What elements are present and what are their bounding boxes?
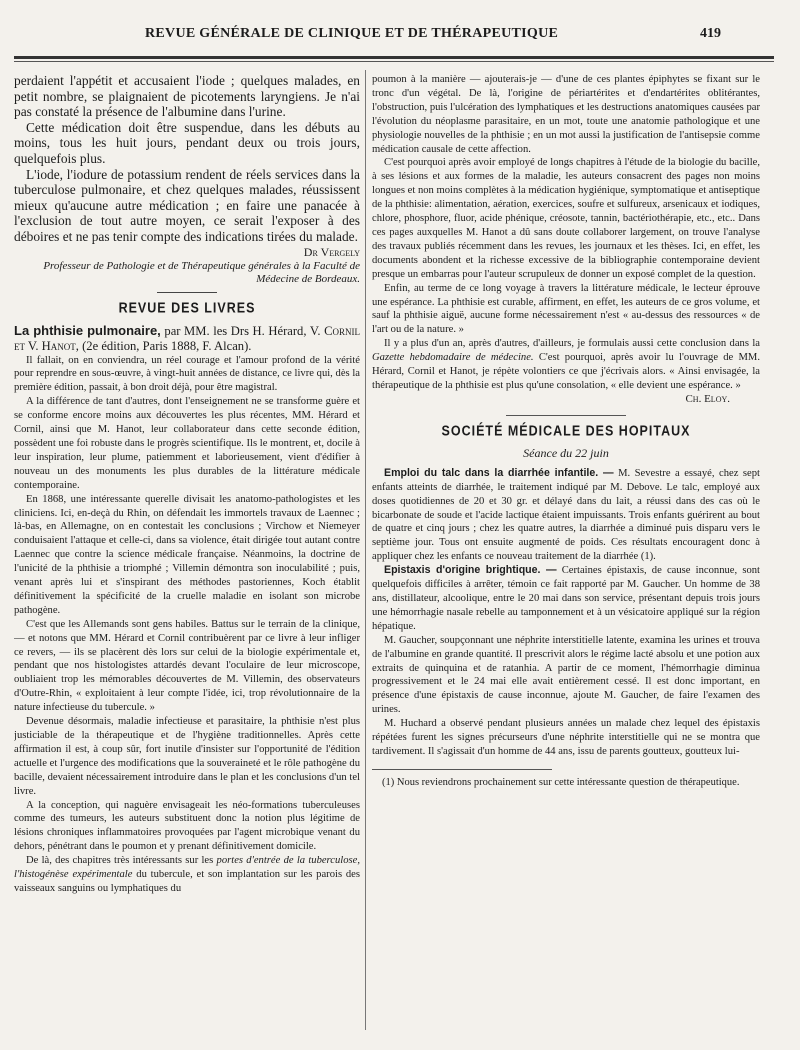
item-epistaxis xyxy=(372,564,760,634)
review-paragraph: Il fallait, on en conviendra, un réel courage et l'amour profond de la vérité pour reprendre en sous-œuvre, à vingt-huit années de distance, ce livre qui, dès la première édition, passait, à bon droit déjà, pour être magistral. xyxy=(14,354,360,394)
review-paragraph: A la différence de tant d'autres, dont l'enseignement ne se transforme guère et se conforme encore moins aux découvertes les plus récentes, MM. Hérard et Cornil, ainsi que M. Hanot, leur collaborateur dans cette seconde édition, possèdent une foi robuste dans le progrès scientifique. Ils le montrent, et, docile à leur inspiration, leur plume, patiemment et laborieusement, vient d'édifier à nouveau un des monuments les plus durables de la littérature médicale contemporaine. xyxy=(14,396,360,491)
item-text: Certaines épistaxis, de cause inconnue, sont quelquefois difficiles à arrêter, témoin ce fait rapporté par M. Gaucher. Un homme de 38 ans, distillateur, alcoolique, entre le 20 mai dans son service, présentant depuis trois jours une hémorrhagie nasale rebelle au tamponnement et à un vésicatoire appliqué sur la région hépatique. xyxy=(372,565,760,632)
footnote: (1) Nous reviendrons prochainement sur cette intéressante question de thérapeutique. xyxy=(382,776,740,788)
item-text: M. Sevestre a essayé, chez sept enfants atteints de diarrhée, le traitement indiqué par M. Debove. Le talc, employé aux doses quotidiennes de 20 et 30 gr. et délayé dans du lait, a réussi dans des cas où le bicarbonate de soude et l'acide lactique étaient impuissants. Trois enfants guérirent au bout de quatre et cinq jours ; chez les quatre autres, la diarrhée a diminué puis disparu vers le septième jour. Tous ont ensuite augmenté de poids. Ces résultats encouragent donc à appliquer chez les enfants ce nouveau traitement de la diarrhée (1). xyxy=(372,467,760,563)
text-run: C'est pourquoi, après avoir lu l'ouvrage de MM. Hérard, Cornil et Hanot, je répète volontiers ce que j'écrivais alors. « Ainsi envisagée, la thérapeutique de la phthisie est plus qu'une consolation, « elle devient une espérance. » xyxy=(372,352,760,391)
review-book-title: La phthisie pulmonaire, xyxy=(14,322,161,338)
review-paragraph: C'est que les Allemands sont gens habiles. Battus sur le terrain de la clinique, — et notons que MM. Hérard et Cornil contribuèrent par ce livre à leur infliger ce revers, — ils se placèrent dès lors sur celui de la biologie expérimentale et, pendant que nos histologistes attardés devant l'oculaire de leur microscope, oubliaient trop les mémorables découvertes de M. Villemin, des observateurs d'Outre-Rhin, « exploitaient à leur compte l'idée, ici, trop révolutionnaire de la nature infectieuse du tubercule. » xyxy=(14,618,360,714)
continuation-paragraph: L'iode, l'iodure de potassium rendent de réels services dans la tuberculose pulmonaire, et chez quelques malades, réussissent mieux qu'aucune autre médication ; en faire une panacée à l'exclusion de tout autre moyen, ce serait l'exposer à des déboires et ne pas tenir compte des indications tirées du malade. xyxy=(14,166,360,244)
item-heading: Emploi du talc dans la diarrhée infantile. — xyxy=(384,466,614,479)
continuation-paragraph: perdaient l'appétit et accusaient l'iode ; quelques malades, en petit nombre, se plaignaient de picotements laryngiens. Je n'ai pas constaté la présence de l'albumine dans l'urine. xyxy=(14,73,360,120)
running-title: REVUE GÉNÉRALE DE CLINIQUE ET DE THÉRAPEUTIQUE xyxy=(145,26,559,41)
text-run: De là, des chapitres très intéressants sur les xyxy=(26,855,214,867)
review-signature: Ch. Eloy. xyxy=(685,392,730,405)
section-title-society: SOCIÉTÉ MÉDICALE DES HOPITAUX xyxy=(441,422,691,439)
item-talc xyxy=(372,467,760,564)
review-paragraph: En 1868, une intéressante querelle divisait les anatomo-pathologistes et les cliniciens. Ici, en-deçà du Rhin, on défendait les immortels travaux de Laennec ; là-bas, en Allemagne, on en contestait les conclusions ; Virchow et Niemeyer conduisaient l'attaque et celle-ci, dans sa violence, était dirigée tout autant contre Laennec que contre la science médicale française. Néanmoins, la doctrine de l'unicité de la phthisie a triomphé ; Villemin démontra son inoculabilité ; puis, venant après lui et s'inspirant des méthodes pastoriennes, Koch établit définitivement la spécificité de la cruelle maladie en isolant son microbe pathogène. xyxy=(14,493,360,616)
review-paragraph: Enfin, au terme de ce long voyage à travers la littérature médicale, le lecteur éprouve une espérance. La phthisie est curable, affirment, en effet, les auteurs de ce gros volume, et sauf la phthisie aiguë, aucune forme nécessairement n'est « au-dessus des ressources « de l'art ou de la nature. » xyxy=(372,282,760,336)
review-authors: par MM. les Drs H. Hérard, V. xyxy=(164,323,321,338)
review-authors-cont: Cornil et V. Hanot, xyxy=(14,323,360,353)
review-edition: (2e édition, Paris 1888, F. Alcan). xyxy=(82,338,252,353)
review-paragraph xyxy=(372,337,760,393)
review-heading xyxy=(14,323,360,354)
page-number: 419 xyxy=(700,26,721,41)
continuation-paragraph: Cette médication doit être suspendue, dans les débuts au moins, tous les huit jours, pendant deux ou trois jours, quelquefois plus. xyxy=(14,119,360,166)
page-header xyxy=(0,0,800,60)
review-paragraph: Devenue désormais, maladie infectieuse et parasitaire, la phthisie n'est plus justiciable de la thérapeutique et de l'hygiène traditionnelles. Après cette affirmation il est, à coup sûr, fort inutile d'insister sur l'opportunité de l'édition actuelle et l'urgence des modifications que la souveraineté et le rôle pathogène du bacille, devaient nécessairement introduire dans le plan et les conclusions d'un tel livre. xyxy=(14,716,360,797)
signature-name: Dr Vergely xyxy=(303,244,360,259)
review-paragraph: C'est pourquoi après avoir employé de longs chapitres à l'étude de la biologie du bacille, à ses lésions et aux formes de la maladie, les auteurs consacrent des pages non moins longues et non moins complètes à la médication hygiénique, symptomatique et antiseptique de la phthisie: alimentation, aération, exercices, soufre et sulfureux, arsenicaux et iodiques, chlore, phosphore, fluor, acide phénique, créosote, tannin, bactériothérapie, etc., etc.. Dans ces pages auxquelles M. Hanot a dû sans doute collaborer largement, on trouve l'analyse des travaux publiés récemment dans les revues, les journaux et les thèses. Ici, en effet, les documents abondent et la richesse excessive de la bibliographie contemporaine devient presque un embarras pour l'auteur scrupuleux de donner un exposé complet de la question. xyxy=(372,157,760,280)
paragraph-huchard: M. Huchard a observé pendant plusieurs années un malade chez lequel des épistaxis répétées furent les signes précurseurs d'une néphrite interstitielle qui ne se montra que tardivement. Il s'agissait d'un homme de 44 ans, issu de parents goutteux, goutteux lui- xyxy=(372,718,760,757)
text-run: Il y a plus d'un an, après d'autres, d'ailleurs, je formulais aussi cette conclusion dans la xyxy=(384,338,760,350)
left-column xyxy=(14,73,360,1028)
italic-run: Gazette hebdomadaire de médecine. xyxy=(372,352,534,364)
right-column xyxy=(372,73,760,1028)
review-paragraph: poumon à la manière — ajouterais-je — d'une de ces plantes épiphytes se fixant sur le tronc d'un végétal. De là, l'origine de périartérites et d'endartérites oblitérantes, l'obstruction, puis l'ulcération des lymphatiques et les destructions anatomiques causées par l'évolution du néoplasme parasitaire, en un mot, toute une anatomie pathologique et une physiologie nouvelles de la phthisie ; en un mot aussi la justification de l'antisepsie comme médication causale de cette affection. xyxy=(372,74,760,155)
column-separator xyxy=(365,70,366,1030)
italic-run: portes d'entrée de la tuberculose, l'histogénèse expérimentale xyxy=(14,855,360,881)
item-heading: Epistaxis d'origine brightique. — xyxy=(384,564,557,577)
session-date: Séance du 22 juin xyxy=(523,445,609,460)
review-paragraph: A la conception, qui naguère envisageait les néo-formations tuberculeuses comme des tumeurs, les auteurs substituent donc la notion plus légitime de lésions chroniques inflammatoires provoquées par l'agent microbique venant du dehors, pénétrant dans le poumon et y prenant définitivement domicile. xyxy=(14,799,360,853)
signature-title: Professeur de Pathologie et de Thérapeutique générales à la Faculté de Médecine de Bordeaux. xyxy=(43,259,360,285)
footnote-rule xyxy=(372,769,552,770)
review-paragraph-last xyxy=(14,854,360,896)
text-run: du tubercule, et son implantation sur les parois des vaisseaux sanguins ou lymphatiques du xyxy=(14,869,360,894)
paragraph-gaucher: M. Gaucher, soupçonnant une néphrite interstitielle latente, examina les urines et trouva de l'albumine en grande quantité. Il prescrivit alors le régime lacté absolu et une potion aux extraits de quinquina et de ratanhia. A partir de ce moment, l'hémorrhagie diminua progressivement et le 24 mai elle avait entièrement cessé. Il est donc important, en présence d'une épistaxis de cause inconnue, ajoute M. Gaucher, de faire l'examen des urines. xyxy=(372,634,760,716)
section-divider xyxy=(506,415,626,416)
ornament-divider xyxy=(157,292,217,293)
section-title-book-reviews: REVUE DES LIVRES xyxy=(118,299,256,316)
header-rule-thin xyxy=(14,61,774,62)
header-rule xyxy=(14,56,774,59)
